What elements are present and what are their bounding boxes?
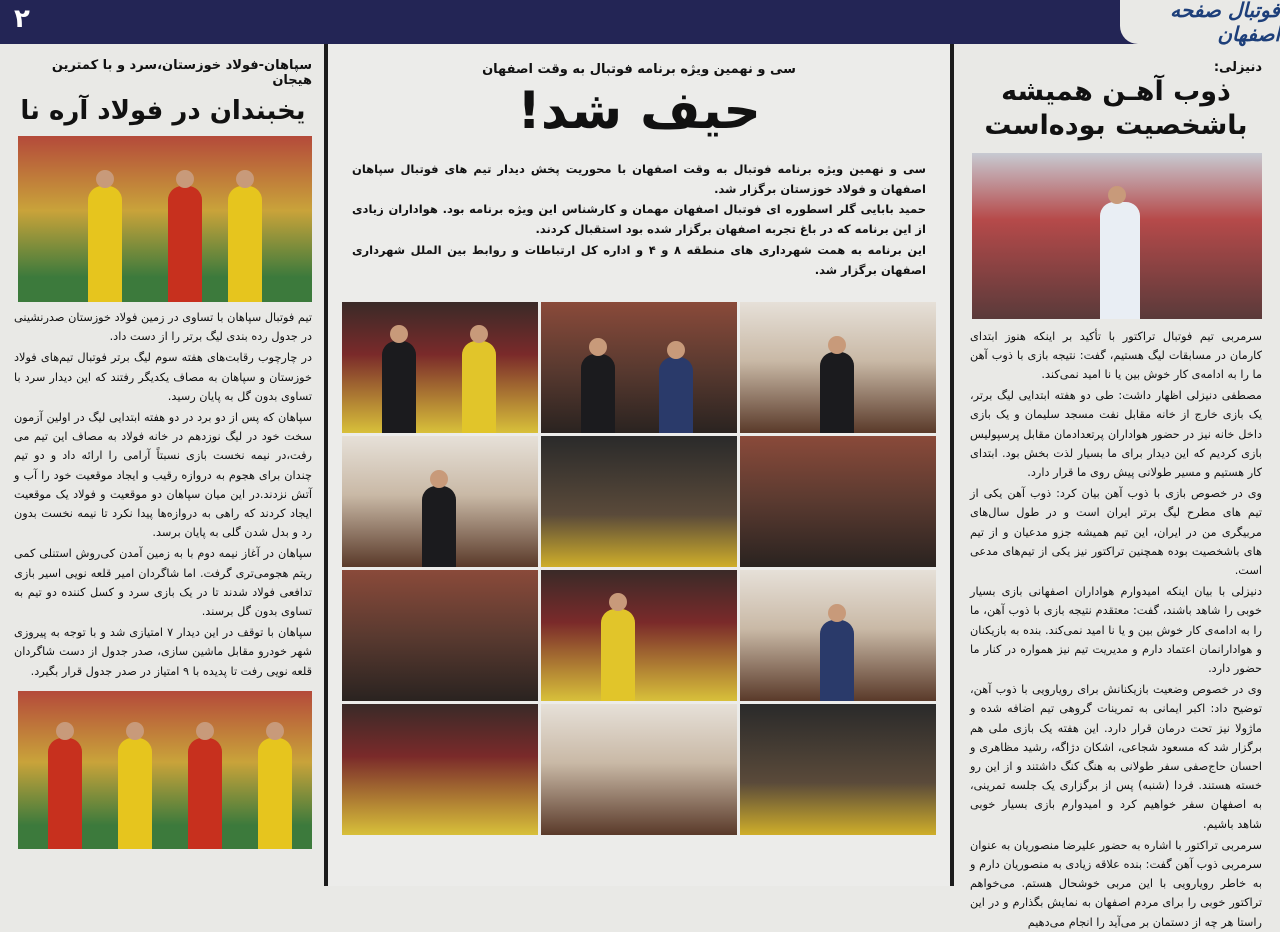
event-photo <box>541 704 737 835</box>
middle-intro <box>342 159 936 280</box>
top-header-bar <box>0 0 1280 44</box>
right-article-body <box>970 327 1262 932</box>
left-paragraph: سپاهان که پس از دو برد در دو هفته ابتدایی لیگ در اولین آزمون سخت خود در لیگ نوزدهم در خانه فولاد به مصاف این تیم می رفت،در نیمه نخست بازی نسبتاً آرامی را ارائه داد و دو تیم چندان برای هجوم به دروازه رقیب و ایجاد موقعیت خود را آب و آتش نزدند.در این میان سپاهان دو موقعیت و فولاد یک موقعیت ایجاد کردند که راهی به دروازه‌ها پیدا نکرد تا نیمه نخست بدون رد و بدل شدن گلی به پایان برسد. <box>14 411 312 540</box>
right-paragraph: دنیزلی با بیان اینکه امیدوارم هواداران اصفهانی بازی بسیار خوبی را شاهد باشند، گفت: معتقدم نتیجه بازی با ذوب آهن، ما را به ادامه‌ی کار خوش بین و یا نا امید نمی‌کند. بنده به بازیکنان و هوادارانمان اعتماد دارم و مدیریت تیم نیز همواره در کنار ما حضور دارد. <box>970 585 1262 675</box>
middle-intro-paragraph: حمید بابایی گلر اسطوره ای فوتبال اصفهان مهمان و کارشناس این ویژه برنامه بود. هواداران زیادی از این برنامه که در باغ تجربه اصفهان برگزار شده بود استقبال کردند. <box>352 202 926 237</box>
event-photo <box>541 436 737 567</box>
middle-headline: حیف شد! <box>517 81 761 141</box>
right-paragraph: وی در خصوص بازی با ذوب آهن بیان کرد: ذوب آهن یکی از تیم های مطرح لیگ برتر ایران است و در طول سال‌های مربیگری من در ایران، این تیم همیشه جزو مدعیان و از تیم های باشخصیت بوده همچنین تراکتور نیز یکی از تیم‌های مدعی است. <box>970 487 1262 577</box>
left-column-article <box>0 44 326 886</box>
coach-photo <box>972 153 1262 319</box>
right-paragraph: وی در خصوص وضعیت بازیکنانش برای رویارویی با ذوب آهن، توضیح داد: اکبر ایمانی به تمرینات گروهی تیم اضافه شده و ماژولا نیز تحت درمان قرار دارد. این هفته یک بازی ملی هم برگزار شد که مسعود شجاعی، اشکان دژاگه، رشید مظاهری و احسان حاج‌صفی سفر طولانی به هنگ کنگ داشتند و از این رو خسته هستند. فردا (شنبه) پس از برگزاری یک جلسه تمرینی، به اصفهان سفر خواهیم کرد و امیدوارم بازی بسیار خوبی شاهد باشیم. <box>970 683 1262 831</box>
right-headline-line2: باشخصیت بوده‌است <box>984 109 1248 141</box>
event-photo <box>740 704 936 835</box>
event-photo <box>342 570 538 701</box>
right-kicker: دنیزلی: <box>1213 60 1262 75</box>
event-photo <box>541 570 737 701</box>
event-photo <box>740 436 936 567</box>
event-photo <box>740 302 936 433</box>
middle-intro-paragraph: سی و نهمین ویژه برنامه فوتبال به وقت اصفهان با محوریت پخش دیدار تیم های فوتبال سپاهان اصفهان و فولاد خوزستان برگزار شد. <box>352 162 926 197</box>
middle-intro-paragraph: این برنامه به همت شهرداری های منطقه ۸ و ۴ و اداره کل ارتباطات و روابط بین الملل شهرداری اصفهان برگزار شد. <box>352 242 926 277</box>
page-number: ۲ <box>14 4 30 34</box>
right-column-article <box>954 44 1280 929</box>
event-photo-grid <box>342 302 936 835</box>
event-photo <box>342 704 538 835</box>
event-photo <box>342 302 538 433</box>
match-photo-top <box>18 136 312 302</box>
right-paragraph: سرمربی تیم فوتبال تراکتور با تأکید بر اینکه هنوز ابتدای کارمان در مسابقات لیگ هستیم، گفت: نتیجه بازی با ذوب آهن ما را به ادامه‌ی کار خوش بین یا نا امید نمی‌کند. <box>970 329 1262 381</box>
middle-column-article <box>328 44 950 886</box>
right-paragraph: سرمربی تراکتور با اشاره به حضور علیرضا منصوریان به عنوان سرمربی ذوب آهن گفت: بنده علاقه زیادی به منصوریان دارم و به خاطر رویارویی با این مربی خوشحال هستم. می‌خواهم تراکتور خوبی را برای مردم اصفهان به نمایش بگذارم و در این راستا هر چه از دستمان بر می‌آید را انجام می‌دهیم <box>970 838 1262 929</box>
left-headline: یخبندان در فولاد آره نا <box>20 96 306 126</box>
section-logo: فوتبال صفحه اصفهان <box>1120 0 1280 44</box>
event-photo <box>740 570 936 701</box>
left-paragraph: تیم فوتبال سپاهان با تساوی در زمین فولاد خوزستان صدرنشینی در جدول رده بندی لیگ برتر را از دست داد. <box>14 311 312 344</box>
middle-kicker: سی و نهمین ویژه برنامه فوتبال به وقت اصفهان <box>482 62 796 77</box>
event-photo <box>342 436 538 567</box>
left-kicker: سپاهان-فولاد خوزستان،سرد و با کمترین هیجان <box>51 58 312 88</box>
left-paragraph: سپاهان با توقف در این دیدار ۷ امتیازی شد و با توجه به پیروزی شهر خودرو مقابل ماشین سازی، صدر جدول از دست شاگردان قلعه نویی رفت تا پدیده با ۹ امتیاز در صدر جدول قرار بگیرد. <box>14 626 312 678</box>
column-divider <box>950 44 954 886</box>
left-paragraph: سپاهان در آغاز نیمه دوم با به زمین آمدن کی‌روش استنلی کمی ریتم هجومی‌تری گرفت. اما شاگردان امیر قلعه نویی اسیر بازی تدافعی فولاد شدند تا در یک بازی سرد و کسل کننده دو تیم به تساوی بدون گل برسند. <box>14 547 312 619</box>
right-headline <box>970 75 1262 143</box>
match-photo-bottom <box>18 691 312 849</box>
event-photo <box>541 302 737 433</box>
right-paragraph: مصطفی دنیزلی اظهار داشت: طی دو هفته ابتدایی لیگ برتر، یک بازی خارج از خانه مقابل نفت مسجد سلیمان و یک بازی داخل خانه نیز در حضور هواداران پرتعدادمان مقابل پرسپولیس بازی کردیم که این دیدار برای ما بسیار لذت بخش بود. ابتدای کار هستیم و مسیر طولانی پیش روی ما قرار دارد. <box>970 389 1262 479</box>
right-headline-line1: ذوب آهـن همیشه <box>1001 76 1231 107</box>
left-paragraph: در چارچوب رقابت‌های هفته سوم لیگ برتر فوتبال تیم‌های فولاد خوزستان و سپاهان به مصاف یکدیگر رفتند که این دیدار سرد با تساوی بدون گل به پایان رسید. <box>14 351 312 403</box>
left-article-body <box>14 308 312 681</box>
